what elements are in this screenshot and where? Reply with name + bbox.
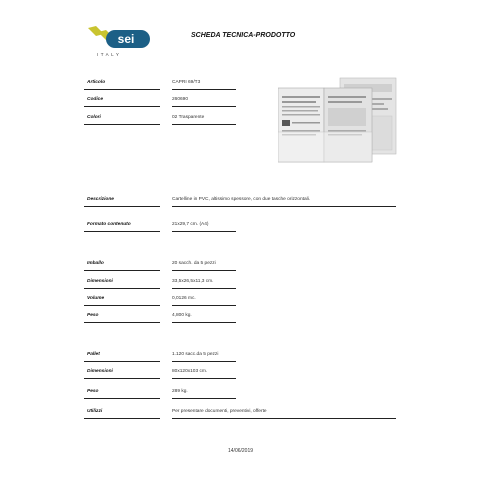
row-value: 4,800 kg. [172,313,192,318]
row-label: Codice [87,97,103,102]
label-underline [84,322,160,323]
value-underline [172,106,236,107]
value-underline [172,124,236,125]
sei-logo [84,22,154,66]
row-label: Articolo [87,80,106,85]
value-underline [172,288,236,289]
label-underline [84,89,160,90]
label-underline [84,106,160,107]
row-label: Imballo [87,261,104,266]
row-value: Per presentare documenti, preventivi, offerte [172,409,267,414]
label-underline [84,378,160,379]
row-value: 33,5x26,5x11,3 cm. [172,279,214,284]
label-underline [84,206,160,207]
value-underline [172,378,236,379]
row-value: Cartelline in PVC, altissimo spessore, con due tasche orizzontali. [172,197,311,202]
row-value: 02 Trasparente [172,115,205,120]
label-underline [84,124,160,125]
value-underline [172,361,236,362]
row-label: Formato contenuto [87,222,131,227]
value-underline [172,206,396,207]
label-underline [84,305,160,306]
page-title: SCHEDA TECNICA-PRODOTTO [191,32,296,39]
row-label: Descrizione [87,197,114,202]
value-underline [172,231,236,232]
row-label: Pallet [87,352,100,357]
value-underline [172,89,236,90]
value-underline [172,418,396,419]
row-value: 289 kg. [172,389,188,394]
row-label: Dimensioni [87,369,113,374]
value-underline [172,305,236,306]
label-underline [84,270,160,271]
row-value: 80x120x103 cm. [172,369,208,374]
value-underline [172,398,236,399]
row-value: 1.120 sacc.da 5 pezzi [172,352,219,357]
row-label: Utilizzi [87,409,103,414]
row-label: Colori [87,115,101,120]
label-underline [84,418,160,419]
brand-subtitle: ITALY [97,52,122,57]
row-value: 260690 [172,97,189,102]
label-underline [84,398,160,399]
product-image [278,76,398,164]
value-underline [172,322,236,323]
row-value: 20 sacch. da 5 pezzi [172,261,216,266]
label-underline [84,231,160,232]
row-label: Peso [87,389,99,394]
row-label: Peso [87,313,99,318]
row-value: 0,0126 mc. [172,296,196,301]
label-underline [84,288,160,289]
document-date: 14/06/2019 [228,448,254,454]
row-value: CAPRI 69/T3 [172,80,201,85]
label-underline [84,361,160,362]
row-value: 21x29,7 cm. (A4) [172,222,209,227]
row-label: Dimensioni [87,279,113,284]
row-label: Volume [87,296,105,301]
value-underline [172,270,236,271]
brand-text: sei [117,32,135,46]
